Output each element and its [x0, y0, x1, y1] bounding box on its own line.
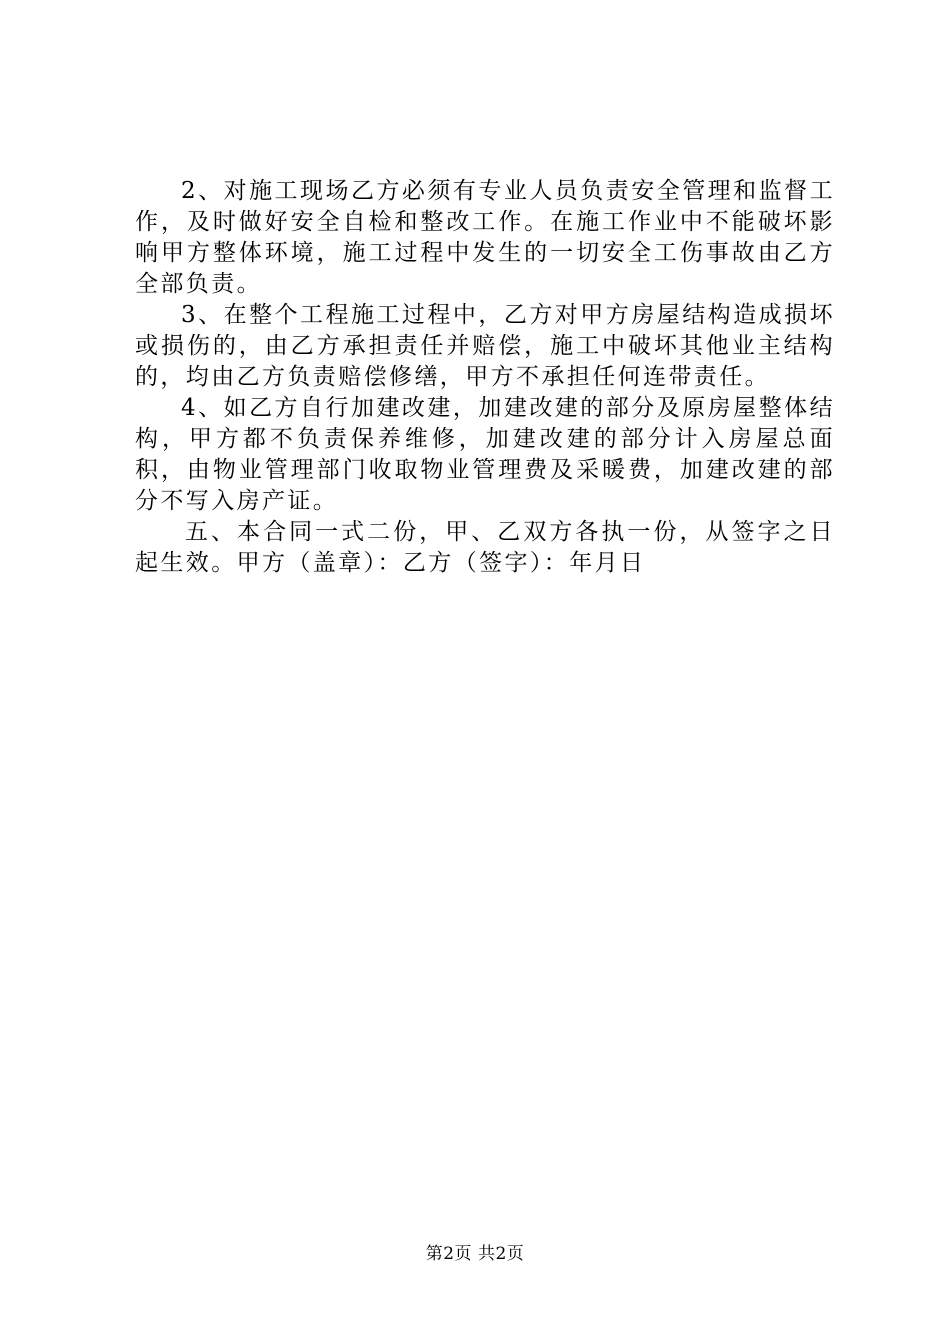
contract-body [135, 176, 835, 579]
clause-3-paragraph: 3、在整个工程施工过程中，乙方对甲方房屋结构造成损坏或损伤的，由乙方承担责任并赔偿，施工中破坏其他业主结构的，均由乙方负责赔偿修缮，甲方不承担任何连带责任。 [135, 302, 835, 390]
clause-2-paragraph: 2、对施工现场乙方必须有专业人员负责安全管理和监督工作，及时做好安全自检和整改工作。在施工作业中不能破坏影响甲方整体环境，施工过程中发生的一切安全工伤事故由乙方全部负责。 [135, 178, 835, 297]
clause-4-paragraph: 4、如乙方自行加建改建，加建改建的部分及原房屋整体结构，甲方都不负责保养维修，加建改建的部分计入房屋总面积，由物业管理部门收取物业管理费及采暖费，加建改建的部分不写入房产证。 [135, 395, 835, 514]
page-number-footer: 第2页 共2页 [425, 1244, 525, 1264]
clause-five-signature-paragraph: 五、本合同一式二份，甲、乙双方各执一份，从签字之日起生效。甲方（盖章）：乙方（签字）：年月日 [135, 519, 835, 576]
